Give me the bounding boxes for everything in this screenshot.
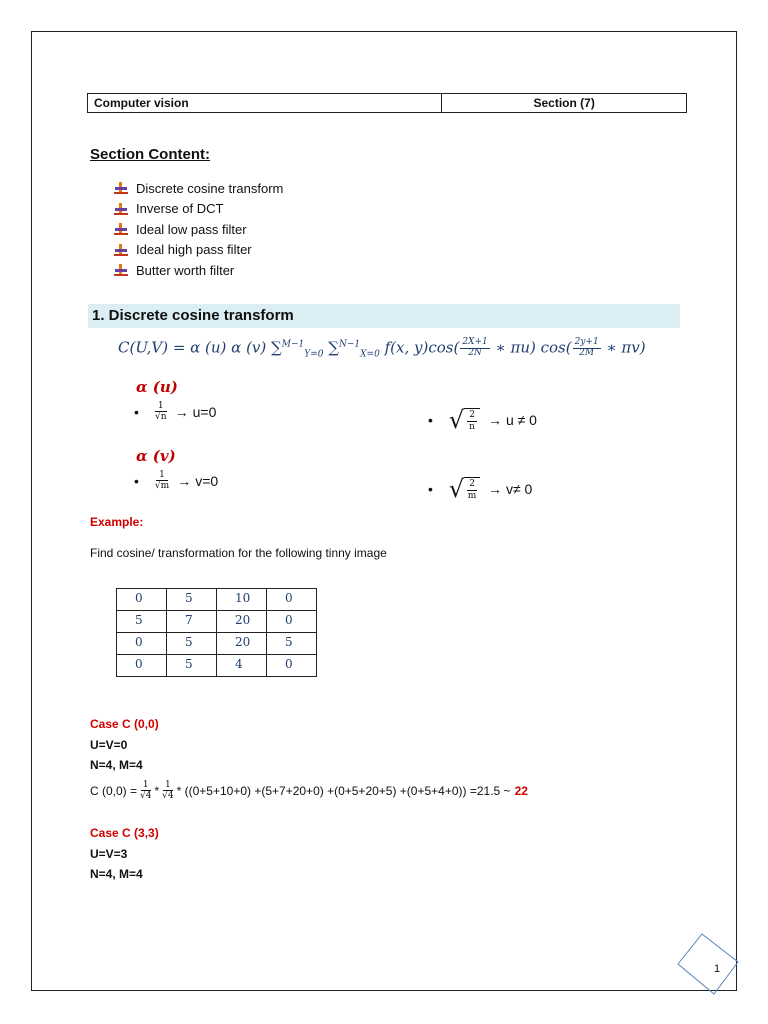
formula-lhs: C(U,V) = α (u) α (v) [118, 338, 267, 357]
pen-bullet-icon [114, 263, 128, 277]
sqrt-2-over-n: √ 2 n [449, 408, 480, 433]
list-item-label: Ideal low pass filter [136, 221, 247, 237]
case1-line2: N=4, M=4 [90, 758, 143, 772]
table-row [117, 655, 317, 677]
formula-end: ∗ πv) [606, 338, 646, 357]
formula-f: f(x, y)cos( [384, 338, 460, 357]
matrix-cell: 0 [267, 611, 317, 633]
matrix-cell: 5 [167, 589, 217, 611]
matrix-cell: 0 [117, 633, 167, 655]
case2-line2: N=4, M=4 [90, 867, 143, 881]
pen-bullet-icon [114, 181, 128, 195]
list-item-label: Discrete cosine transform [136, 180, 284, 196]
matrix-cell: 0 [267, 589, 317, 611]
alpha-v-zero [134, 470, 218, 492]
sum-upper-x: N−1 [338, 339, 361, 350]
sum-symbol-y: ∑ [271, 338, 282, 357]
page-number-diamond-icon [676, 932, 740, 996]
page-border [31, 31, 737, 991]
matrix-cell: 4 [217, 655, 267, 677]
case2-title: Case C (3,3) [90, 826, 159, 840]
alpha-u-label: α (u) [136, 378, 178, 396]
dct-formula [118, 338, 646, 359]
table-row [117, 633, 317, 655]
matrix-cell: 20 [217, 633, 267, 655]
fraction-2y: $\frac{2y+1}{2M}$ [574, 337, 599, 358]
pen-bullet-icon [114, 202, 128, 216]
arrow-icon: → [174, 403, 189, 420]
sqrt-2-over-m: √ 2 m [449, 477, 480, 502]
sum-upper-y: M−1 [281, 339, 305, 350]
pen-bullet-icon [114, 243, 128, 257]
alpha-u-nonzero [428, 408, 537, 433]
pen-bullet-icon [114, 222, 128, 236]
bullet-dot: • [428, 412, 433, 429]
matrix-cell: 0 [267, 655, 317, 677]
condition: u=0 [192, 403, 217, 420]
section-cell: Section (7) [442, 94, 687, 113]
condition: u ≠ 0 [505, 412, 537, 429]
matrix-cell: 7 [167, 611, 217, 633]
course-cell: Computer vision [88, 94, 442, 113]
matrix-cell: 5 [117, 611, 167, 633]
fraction-1-sqrt-4: 1 √4 [162, 780, 174, 802]
sum-symbol-x: ∑ [328, 338, 339, 357]
alpha-v-nonzero [428, 477, 532, 502]
example-label: Example: [90, 515, 144, 529]
sum-lower-x: X=0 [360, 349, 380, 360]
example-description: Find cosine/ transformation for the following tinny image [90, 546, 387, 560]
condition: v=0 [195, 472, 219, 489]
formula-mid: ∗ πu) cos( [495, 338, 572, 357]
arrow-icon: → [177, 472, 192, 489]
arrow-icon: → [487, 481, 502, 498]
alpha-v-label: α (v) [136, 447, 176, 465]
list-item [114, 178, 283, 199]
matrix-cell: 0 [117, 655, 167, 677]
arrow-icon: → [487, 412, 502, 429]
matrix-cell: 5 [267, 633, 317, 655]
fraction-1-sqrt-m: 1 √m [154, 470, 170, 492]
bullet-dot: • [134, 472, 139, 489]
header-table [87, 93, 687, 113]
list-item [114, 240, 283, 261]
calc-result: 22 [514, 783, 528, 798]
list-item-label: Ideal high pass filter [136, 242, 252, 258]
case1-line1: U=V=0 [90, 738, 128, 752]
page-number: 1 [714, 963, 721, 975]
times-symbol: * [154, 783, 160, 798]
sum-lower-y: Y=0 [304, 349, 324, 360]
list-item-label: Inverse of DCT [136, 201, 224, 217]
alpha-u-zero [134, 401, 216, 423]
calc-body: * ((0+5+10+0) +(5+7+20+0) +(0+5+20+5) +(0+5+4+0)) =21.5 ~ [176, 783, 511, 798]
content-list [114, 178, 283, 281]
list-item [114, 219, 283, 240]
case1-title: Case C (0,0) [90, 717, 159, 731]
section-content-title: Section Content: [90, 146, 210, 163]
list-item [114, 199, 283, 220]
case1-calculation [90, 780, 528, 802]
matrix-cell: 5 [167, 655, 217, 677]
fraction-2x: $\frac{2X+1}{2N}$ [462, 337, 488, 358]
matrix-cell: 5 [167, 633, 217, 655]
fraction-1-sqrt-4: $\frac{1}{√4}$ [140, 780, 152, 802]
condition: v≠ 0 [505, 481, 533, 498]
table-row [117, 611, 317, 633]
list-item [114, 260, 283, 281]
table-row [117, 589, 317, 611]
case2-line1: U=V=3 [90, 847, 128, 861]
fraction-1-sqrt-n: 1 √n [155, 401, 167, 423]
calc-prefix: C (0,0) = [90, 783, 138, 798]
matrix-cell: 10 [217, 589, 267, 611]
heading-dct: 1. Discrete cosine transform [92, 307, 294, 324]
matrix-cell: 20 [217, 611, 267, 633]
list-item-label: Butter worth filter [136, 262, 235, 278]
matrix-cell: 0 [117, 589, 167, 611]
bullet-dot: • [134, 403, 139, 420]
bullet-dot: • [428, 481, 433, 498]
image-matrix [116, 588, 317, 677]
